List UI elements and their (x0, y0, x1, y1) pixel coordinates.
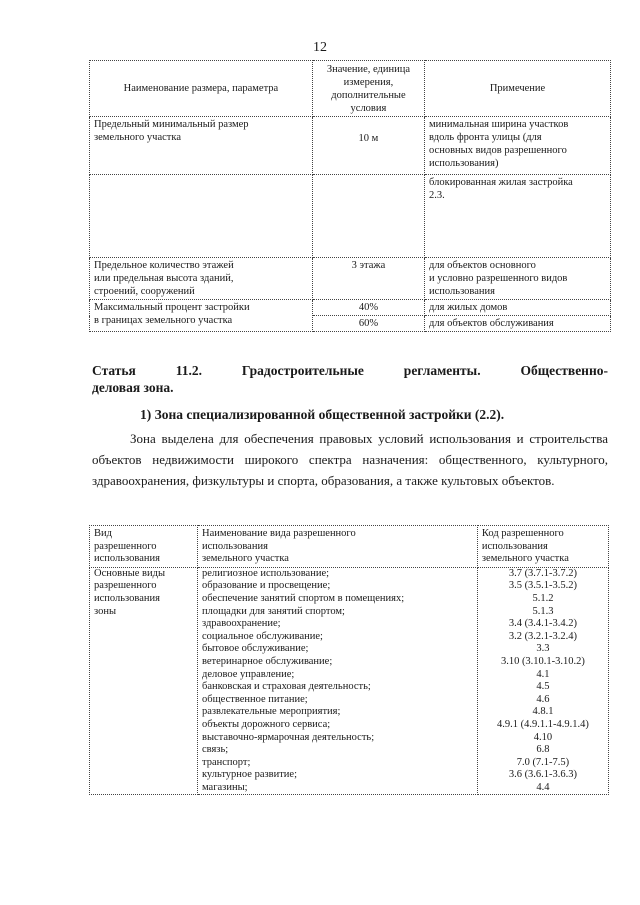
use-code: 7.0 (7.1-7.5) (516, 756, 570, 768)
use-code: 4.10 (533, 731, 553, 743)
use-code: 3.2 (3.2.1-3.2.4) (508, 630, 578, 642)
use-code: 3.5 (3.5.1-3.5.2) (508, 580, 578, 592)
table-row (90, 300, 611, 316)
use-name: деловое управление; (201, 668, 295, 680)
table-row (90, 175, 611, 258)
use-code: 4.5 (536, 681, 550, 693)
permitted-use-table (89, 525, 609, 795)
table-row (90, 117, 611, 175)
table-header-row (90, 526, 609, 568)
use-name: связь; (201, 744, 229, 756)
use-code: 3.3 (536, 643, 550, 655)
use-name: выставочно-ярмарочная деятельность; (201, 731, 375, 743)
header-param: Наименование размера, параметра (90, 61, 313, 117)
header-name: Наименование вида разрешенного использования земельного участка (197, 526, 477, 568)
use-code: 4.9.1 (4.9.1.1-4.9.1.4) (497, 718, 589, 730)
header-note: Примечение (425, 61, 611, 117)
use-name: объекты дорожного сервиса; (201, 718, 331, 730)
param-cell: Предельный минимальный размер земельного участка (90, 117, 313, 175)
article-heading (92, 362, 608, 396)
use-code: 4.4 (536, 781, 550, 793)
use-name: обеспечение занятий спортом в помещениях; (201, 592, 405, 604)
use-code: 5.1.3 (532, 605, 554, 617)
header-kind: Вид разрешенного использования (90, 526, 198, 568)
use-names-cell (197, 567, 477, 795)
use-code: 4.6 (536, 693, 550, 705)
use-code: 3.6 (3.6.1-3.6.3) (508, 769, 578, 781)
use-name: здравоохранение; (201, 618, 281, 630)
use-name: культурное развитие; (201, 769, 298, 781)
param-cell: Предельное количество этажей или предельная высота зданий, строений, сооружений (90, 258, 313, 300)
table-row (90, 567, 609, 795)
note-cell: для объектов обслуживания (425, 316, 611, 332)
header-code: Код разрешенного использования земельного участка (477, 526, 608, 568)
use-name: религиозное использование; (201, 567, 330, 579)
use-code: 4.8.1 (532, 706, 554, 718)
note-cell: для объектов основного и условно разрешенного видов использования (425, 258, 611, 300)
param-cell (90, 175, 313, 258)
use-code: 4.1 (536, 668, 550, 680)
use-name: площадки для занятий спортом; (201, 605, 345, 617)
use-name: бытовое обслуживание; (201, 643, 309, 655)
use-code: 3.4 (3.4.1-3.4.2) (508, 618, 578, 630)
value-cell (312, 175, 424, 258)
use-name: социальное обслуживание; (201, 630, 323, 642)
use-codes-cell (477, 567, 608, 795)
note-cell: минимальная ширина участков вдоль фронта улицы (для основных видов разрешенного использования) (425, 117, 611, 175)
page-number: 12 (313, 40, 327, 55)
dimensions-table (89, 60, 611, 332)
use-name: магазины; (201, 781, 248, 793)
use-name: транспорт; (201, 756, 251, 768)
table-row (90, 258, 611, 300)
use-name: банковская и страховая деятельность; (201, 681, 371, 693)
table-header-row (90, 61, 611, 117)
value-cell: 40% (312, 300, 424, 316)
note-cell: блокированная жилая застройка 2.3. (425, 175, 611, 258)
use-code: 3.10 (3.10.1-3.10.2) (500, 655, 585, 667)
article-heading-line1: Статья 11.2. Градостроительные регламенты. Общественно- (92, 363, 608, 378)
header-value: Значение, единица измерения, дополнительные условия (312, 61, 424, 117)
value-cell: 3 этажа (312, 258, 424, 300)
use-code: 3.7 (3.7.1-3.7.2) (508, 567, 578, 579)
value-cell: 10 м (312, 117, 424, 175)
value-cell: 60% (312, 316, 424, 332)
group-label: Основные виды разрешенного использования зоны (90, 567, 198, 795)
zone-description: Зона выделена для обеспечения правовых условий использования и строительства объектов недвижимости широкого спектра назначения: общественного, культурного, здравоохранения, физкультуры и спорта, образования, а также культовых объектов. (92, 431, 608, 488)
use-name: общественное питание; (201, 693, 308, 705)
use-code: 6.8 (536, 744, 550, 756)
param-cell: Максимальный процент застройки в границах земельного участка (90, 300, 313, 332)
use-name: развлекательные мероприятия; (201, 706, 341, 718)
article-heading-line2: деловая зона. (92, 380, 174, 395)
zone-title: 1) Зона специализированной общественной застройки (2.2). (140, 407, 505, 422)
note-cell: для жилых домов (425, 300, 611, 316)
use-name: образование и просвещение; (201, 580, 331, 592)
use-code: 5.1.2 (532, 592, 554, 604)
use-name: ветеринарное обслуживание; (201, 655, 333, 667)
